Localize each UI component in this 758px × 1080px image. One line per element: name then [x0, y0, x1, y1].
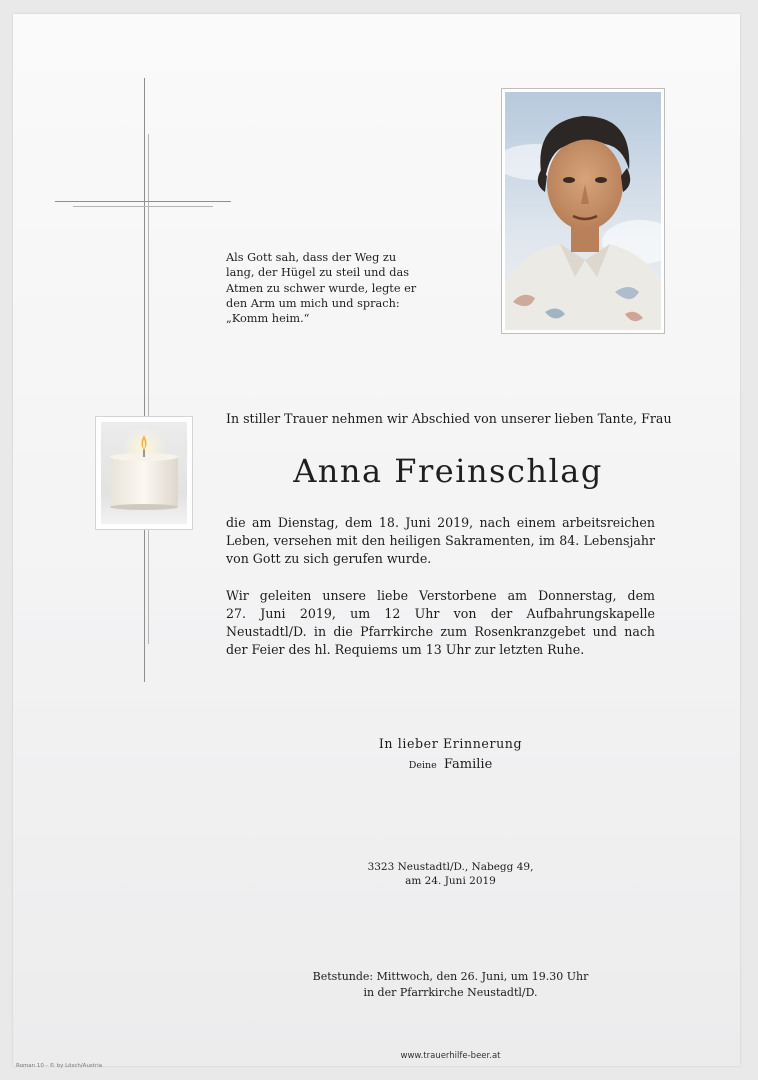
funeral-details — [226, 587, 655, 659]
funeral-line: 27. Juni 2019, um 12 Uhr von der Aufbahrungskapelle — [226, 606, 655, 621]
cross-icon-beam — [55, 201, 231, 202]
death-notice — [226, 514, 655, 568]
portrait-photo-frame — [501, 88, 665, 334]
deine-label: Deine — [408, 760, 437, 771]
date-line: am 24. Juni 2019 — [405, 875, 496, 887]
cross-icon-inner-beam — [73, 206, 213, 207]
funeral-line: der Feier des hl. Requiems um 13 Uhr zur letzten Ruhe. — [226, 642, 585, 657]
poem-line: den Arm um mich und sprach: — [226, 296, 400, 310]
cross-icon-inner-vertical — [148, 134, 149, 644]
family-signature — [223, 757, 678, 772]
cross-icon — [144, 78, 145, 682]
death-notice-line: Leben, versehen mit den heiligen Sakramenten, im 84. Lebensjahr — [226, 533, 655, 548]
poem-line: Als Gott sah, dass der Weg zu — [226, 251, 397, 264]
obituary-sheet — [13, 14, 740, 1066]
footer-credit: Roman 10 - © by Lösch/Austria — [16, 1063, 103, 1069]
funeral-line: Wir geleiten unsere liebe Verstorbene am Donnerstag, dem — [226, 588, 655, 603]
funeral-line: Neustadtl/D. in die Pfarrkirche zum Rosenkranzgebet und nach — [226, 624, 655, 639]
intro-text: In stiller Trauer nehmen wir Abschied von unserer lieben Tante, Frau — [226, 411, 672, 426]
betstunde-line: Betstunde: Mittwoch, den 26. Juni, um 19.30 Uhr — [312, 970, 589, 983]
betstunde-location: in der Pfarrkirche Neustadtl/D. — [363, 986, 538, 999]
footer-website-link[interactable]: www.trauerhilfe-beer.at — [400, 1051, 501, 1061]
death-notice-line: die am Dienstag, dem 18. Juni 2019, nach einem arbeitsreichen — [226, 515, 655, 530]
family-label: Familie — [443, 757, 493, 772]
address-block — [223, 860, 678, 888]
memory-line: In lieber Erinnerung — [378, 736, 523, 751]
betstunde-block — [223, 969, 678, 1001]
poem-line: „Komm heim.“ — [226, 312, 310, 326]
address-line: 3323 Neustadtl/D., Nabegg 49, — [367, 861, 534, 873]
poem — [226, 250, 426, 326]
poem-line: Atmen zu schwer wurde, legte er — [226, 281, 417, 295]
death-notice-line: von Gott zu sich gerufen wurde. — [226, 551, 432, 566]
deceased-name: Anna Freinschlag — [293, 452, 603, 490]
poem-line: lang, der Hügel zu steil und das — [226, 266, 409, 280]
portrait-photo — [505, 92, 661, 330]
portrait-icon — [505, 92, 661, 330]
